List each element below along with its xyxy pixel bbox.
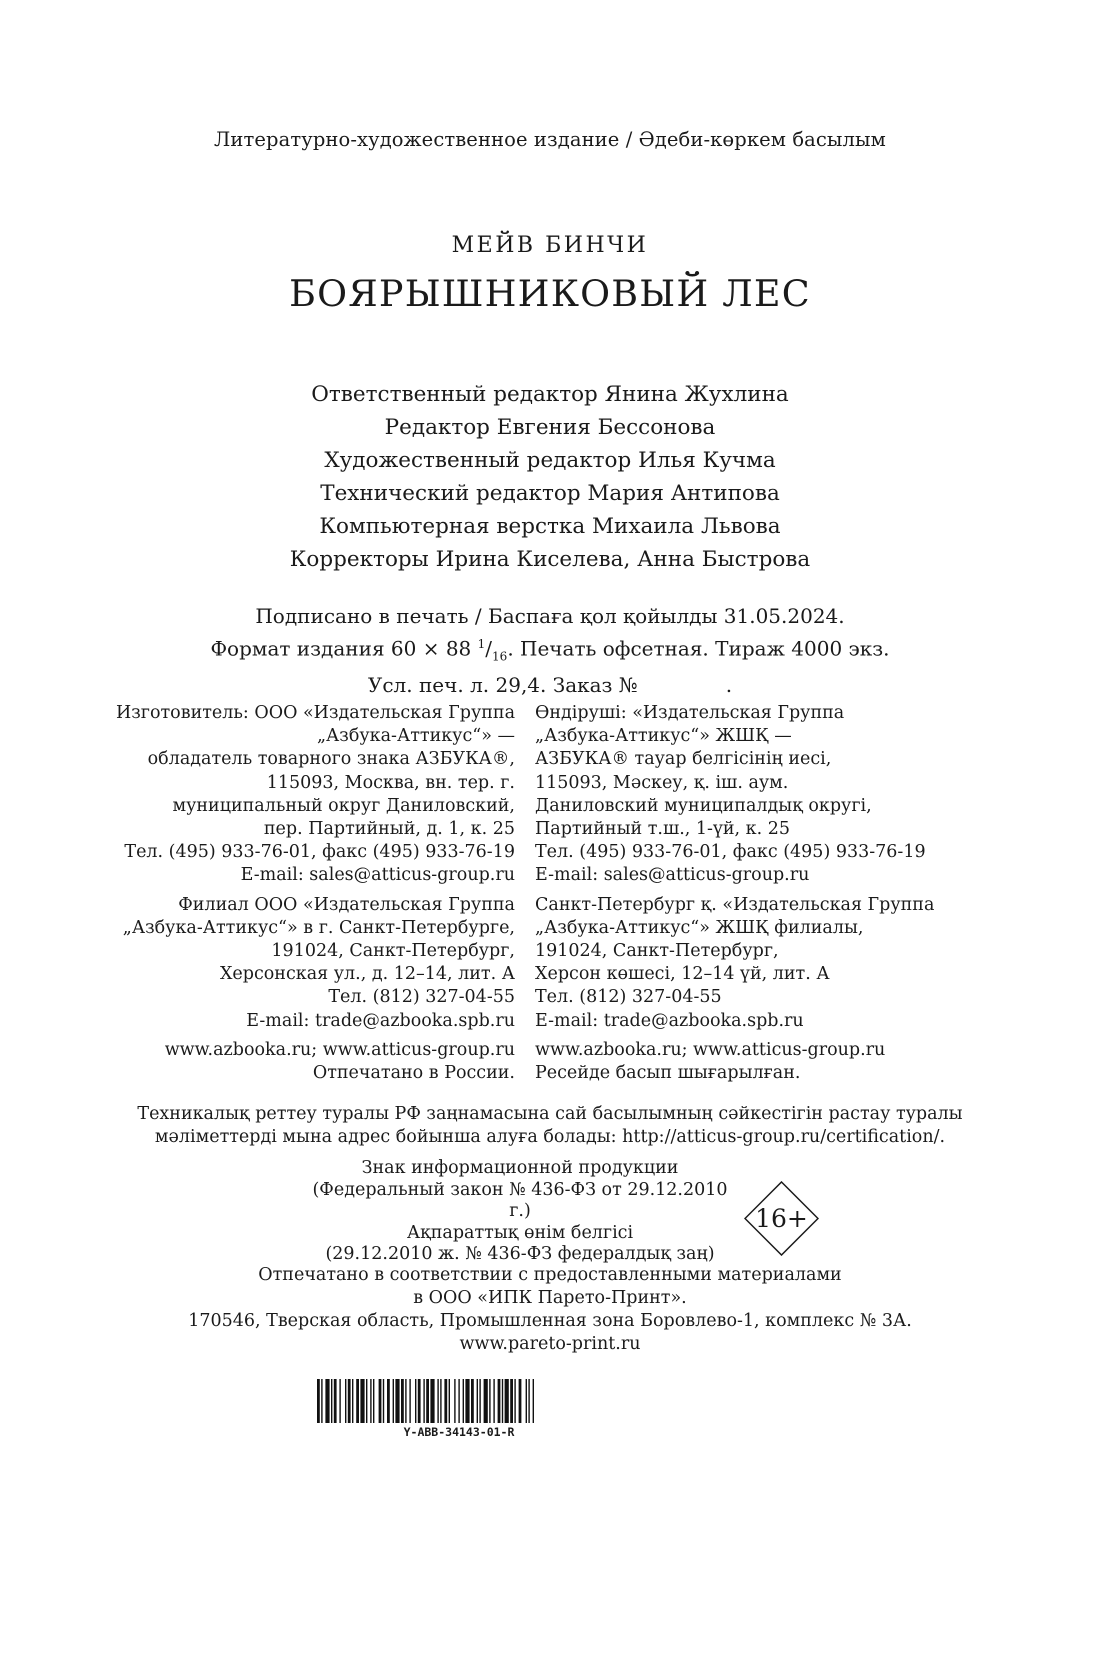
barcode-bar	[348, 1379, 351, 1423]
barcode-bar	[514, 1379, 515, 1423]
maker-ru-line: E-mail: sales@atticus-group.ru	[240, 865, 515, 886]
credits-block	[0, 378, 1100, 576]
maker-kz-line: E-mail: sales@atticus-group.ru	[535, 865, 810, 886]
book-title: БОЯРЫШНИКОВЫЙ ЛЕС	[289, 272, 811, 315]
web-ru-line: Отпечатано в России.	[312, 1063, 515, 1084]
barcode-bar	[533, 1379, 534, 1423]
barcode-bar	[356, 1379, 359, 1423]
barcode-bar	[415, 1379, 416, 1423]
credit-line: Технический редактор Мария Антипова	[320, 481, 780, 506]
barcode-bar	[393, 1379, 394, 1423]
branch-kz-line: Херсон көшесі, 12–14 үй, лит. А	[535, 964, 830, 985]
publisher-column-kz	[535, 702, 934, 1091]
printer-line: Отпечатано в соответствии с предоставленными материалами	[258, 1265, 842, 1285]
publisher-column-ru	[116, 702, 515, 1091]
barcode-bar	[437, 1379, 438, 1423]
format-denominator: 16	[492, 649, 508, 664]
barcode-bar	[345, 1379, 346, 1423]
barcode-bar	[383, 1379, 384, 1423]
info-sign-line: (Федеральный закон № 436-ФЗ от 29.12.2010 г.)	[312, 1179, 728, 1221]
web-ru	[116, 1039, 515, 1085]
web-ru-line: www.azbooka.ru; www.atticus-group.ru	[164, 1039, 515, 1060]
barcode-bar	[395, 1379, 399, 1423]
barcode-bar	[379, 1379, 382, 1423]
branch-kz	[535, 894, 934, 1033]
sheets-suffix: .	[725, 672, 733, 697]
barcode-bar	[444, 1379, 447, 1423]
format-slash: /	[485, 636, 493, 661]
sheets-prefix: Усл. печ. л. 29,4. Заказ №	[367, 672, 638, 697]
printer-line: 170546, Тверская область, Промышленная зона Боровлево-1, комплекс № 3А.	[188, 1311, 912, 1331]
format-line	[0, 630, 1100, 671]
genre-line: Литературно-художественное издание / Әдеби-көркем басылым	[214, 128, 886, 151]
barcode-bar	[505, 1379, 509, 1423]
barcode-bar	[502, 1379, 503, 1423]
maker-ru-line: пер. Партийный, д. 1, к. 25	[263, 819, 515, 840]
maker-kz	[535, 702, 934, 888]
barcode-bar	[493, 1379, 494, 1423]
printer-line: www.pareto-print.ru	[459, 1334, 641, 1354]
format-numerator: 1	[477, 637, 486, 651]
maker-ru-line: Изготовитель: ООО «Издательская Группа	[115, 703, 515, 723]
barcode-bar	[317, 1379, 320, 1423]
format-prefix: Формат издания 60 × 88	[210, 636, 478, 661]
maker-kz-line: Өндіруші: «Издательская Группа	[535, 703, 845, 723]
barcode-bar	[526, 1379, 527, 1423]
branch-kz-line: Тел. (812) 327-04-55	[535, 987, 722, 1008]
certification-line: мәліметтерді мына адрес бойынша алуға болады: http://atticus-group.ru/certification/.	[154, 1127, 946, 1147]
credit-line: Ответственный редактор Янина Жухлина	[311, 382, 789, 407]
printer-info	[0, 1264, 1100, 1356]
barcode-bar	[465, 1379, 469, 1423]
barcode-bar	[370, 1379, 371, 1423]
barcode-bar	[440, 1379, 441, 1423]
branch-ru	[116, 894, 515, 1033]
credit-line: Корректоры Ирина Киселева, Анна Быстрова	[289, 547, 811, 572]
barcode-bar	[426, 1379, 429, 1423]
barcode-bar	[477, 1379, 478, 1423]
maker-ru	[116, 702, 515, 888]
barcode-bar	[484, 1379, 488, 1423]
barcode-bar	[519, 1379, 522, 1423]
certification-note	[0, 1103, 1100, 1149]
barcode-bar	[409, 1379, 410, 1423]
barcode-bar	[366, 1379, 367, 1423]
barcode-bar	[463, 1379, 464, 1423]
signed-line: Подписано в печать / Баспаға қол қойылды 31.05.2024.	[255, 604, 845, 628]
author-name: МЕЙВ БИНЧИ	[451, 233, 649, 258]
format-suffix: . Печать офсетная. Тираж 4000 экз.	[507, 636, 890, 661]
barcode-bar	[454, 1379, 455, 1423]
branch-kz-line: E-mail: trade@azbooka.spb.ru	[535, 1010, 804, 1031]
barcode-bar	[528, 1379, 529, 1423]
maker-kz-line: Тел. (495) 933-76-01, факс (495) 933-76-19	[535, 842, 926, 863]
info-sign-line: Ақпараттық өнім белгісі	[406, 1222, 634, 1243]
barcode-bar	[458, 1379, 459, 1423]
branch-kz-line: Санкт-Петербург қ. «Издательская Группа	[535, 894, 935, 915]
barcode-code: Y-ABB-34143-01-R	[403, 1425, 515, 1439]
maker-kz-line: 115093, Мәскеу, қ. іш. аум.	[535, 772, 789, 793]
barcode-bar	[498, 1379, 501, 1423]
sheets-line	[0, 671, 1100, 699]
certification-line: Техникалық реттеу туралы РФ заңнамасына сай басылымның сәйкестігін растау туралы	[137, 1104, 963, 1124]
maker-kz-line: Даниловский муниципалдық округі,	[535, 795, 872, 816]
barcode-bar	[449, 1379, 450, 1423]
barcode-bar	[489, 1379, 490, 1423]
credit-line: Компьютерная верстка Михаила Львова	[319, 514, 781, 539]
info-sign-line: (29.12.2010 ж. № 436-ФЗ федералдық заң)	[325, 1244, 715, 1264]
maker-kz-line: Партийный т.ш., 1-үй, к. 25	[535, 819, 790, 840]
branch-kz-line: 191024, Санкт-Петербург,	[535, 941, 779, 962]
web-kz-line: Ресейде басып шығарылған.	[535, 1063, 801, 1084]
maker-ru-line: Тел. (495) 933-76-01, факс (495) 933-76-19	[124, 842, 515, 863]
branch-kz-line: „Азбука-Аттикус“» ЖШҚ филиалы,	[535, 917, 864, 938]
printer-line: в ООО «ИПК Парето-Принт».	[413, 1288, 687, 1308]
maker-kz-line: АЗБУКА® тауар белгісінің иесі,	[535, 749, 832, 770]
barcode-bar	[325, 1379, 329, 1423]
maker-ru-line: „Азбука-Аттикус“» —	[316, 726, 515, 747]
age-rating-text: 16+	[755, 1204, 808, 1233]
barcode-bar	[331, 1379, 332, 1423]
barcode-bar	[405, 1379, 406, 1423]
maker-ru-line: 115093, Москва, вн. тер. г.	[266, 772, 515, 793]
barcode-bar	[373, 1379, 374, 1423]
barcode-bar	[321, 1379, 322, 1423]
barcode-bar	[334, 1379, 337, 1423]
barcode-bar	[360, 1379, 364, 1423]
credit-line: Художественный редактор Илья Кучма	[324, 448, 776, 473]
barcode-bar	[418, 1379, 421, 1423]
branch-ru-line: Херсонская ул., д. 12–14, лит. А	[219, 964, 515, 985]
web-kz-line: www.azbooka.ru; www.atticus-group.ru	[535, 1039, 886, 1060]
branch-ru-line: Тел. (812) 327-04-55	[328, 987, 515, 1008]
barcode-bar	[479, 1379, 480, 1423]
barcode-bar	[471, 1379, 474, 1423]
age-rating-badge	[744, 1181, 819, 1256]
barcode-image	[317, 1379, 601, 1423]
barcode-bar	[387, 1379, 390, 1423]
maker-kz-line: „Азбука-Аттикус“» ЖШҚ —	[535, 726, 792, 747]
barcode-bar	[352, 1379, 353, 1423]
branch-ru-line: „Азбука-Аттикус“» в г. Санкт-Петербурге,	[122, 917, 515, 938]
branch-ru-line: Филиал ООО «Издательская Группа	[178, 894, 515, 915]
printing-info	[0, 602, 1100, 699]
barcode-bar	[423, 1379, 424, 1423]
barcode-bar	[430, 1379, 434, 1423]
maker-ru-line: обладатель товарного знака АЗБУКА®,	[147, 749, 515, 770]
branch-ru-line: E-mail: trade@azbooka.spb.ru	[246, 1010, 515, 1031]
barcode-bar	[510, 1379, 513, 1423]
credit-line: Редактор Евгения Бессонова	[384, 415, 716, 440]
info-sign-line: Знак информационной продукции	[361, 1158, 679, 1178]
branch-ru-line: 191024, Санкт-Петербург,	[271, 941, 515, 962]
info-product-sign	[300, 1158, 740, 1266]
barcode-bar	[339, 1379, 340, 1423]
maker-ru-line: муниципальный округ Даниловский,	[172, 795, 515, 816]
barcode-bar	[401, 1379, 404, 1423]
web-kz	[535, 1039, 934, 1085]
